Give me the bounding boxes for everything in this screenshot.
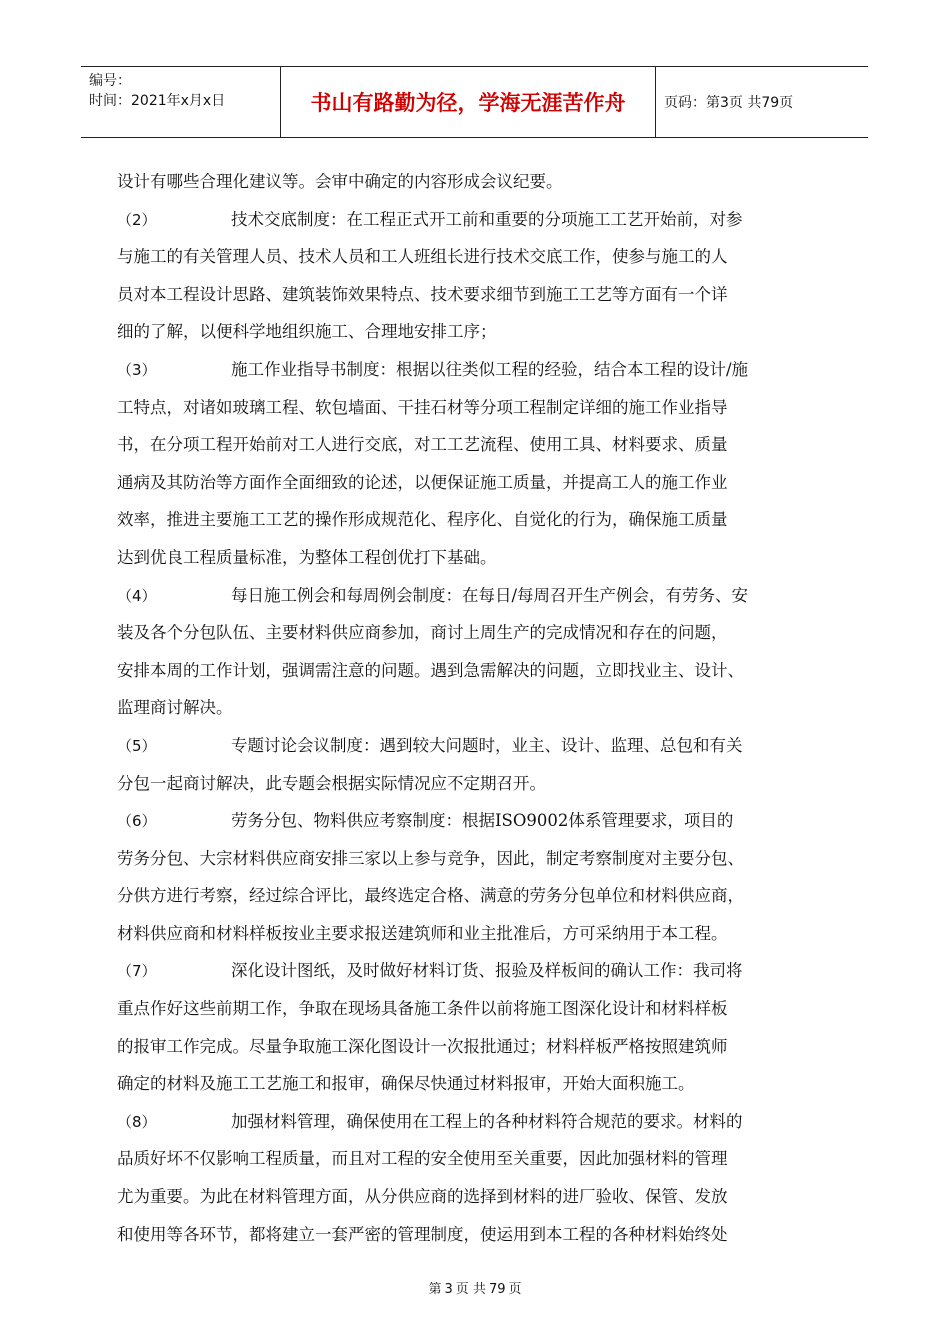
text-line: [117, 990, 837, 1028]
document-body: [117, 163, 837, 1253]
text-line: [117, 501, 837, 539]
line-text: 劳务分包、物料供应考察制度：根据ISO9002体系管理要求，项目的: [231, 811, 734, 831]
footer-prefix: 第: [428, 1282, 442, 1297]
line-text: 劳务分包、大宗材料供应商安排三家以上参与竞争，因此，制定考察制度对主要分包、: [117, 848, 744, 868]
text-line: [117, 689, 837, 727]
document-number: 编号：: [89, 73, 131, 89]
text-line: [117, 426, 837, 464]
line-text: 分供方进行考察，经过综合评比，最终选定合格、满意的劳务分包单位和材料供应商，: [117, 886, 744, 906]
text-line: [117, 1028, 837, 1066]
footer-suffix: 页: [508, 1282, 522, 1297]
text-line: [117, 1178, 837, 1216]
text-line: [117, 238, 837, 276]
line-text: 施工作业指导书制度：根据以往类似工程的经验，结合本工程的设计/施: [231, 359, 749, 379]
paragraph-number: （8）: [117, 1112, 157, 1131]
line-text: 效率，推进主要施工工艺的操作形成规范化、程序化、自觉化的行为，确保施工质量: [117, 510, 728, 530]
line-text: 每日施工例会和每周例会制度：在每日/每周召开生产例会，有劳务、安: [231, 585, 749, 605]
line-text: 尤为重要。为此在材料管理方面，从分供应商的选择到材料的进厂验收、保管、发放: [117, 1187, 728, 1207]
text-line: [117, 1065, 837, 1103]
footer-middle: 页 共: [455, 1282, 486, 1297]
text-line: [117, 201, 837, 239]
line-text: 细的了解，以便科学地组织施工、合理地安排工序；: [117, 322, 497, 342]
paragraph-number: （4）: [117, 586, 157, 605]
line-text: 技术交底制度：在工程正式开工前和重要的分项施工工艺开始前，对参: [231, 209, 743, 229]
line-text: 品质好坏不仅影响工程质量，而且对工程的安全使用至关重要，因此加强材料的管理: [117, 1149, 728, 1169]
text-line: [117, 1216, 837, 1254]
line-text: 装及各个分包队伍、主要材料供应商参加，商讨上周生产的完成情况和存在的问题，: [117, 623, 728, 643]
text-line: [117, 840, 837, 878]
text-line: [117, 539, 837, 577]
text-line: [117, 1103, 837, 1141]
line-text: 通病及其防治等方面作全面细致的论述，以便保证施工质量，并提高工人的施工作业: [117, 472, 728, 492]
paragraph-number: （7）: [117, 962, 157, 981]
text-line: [117, 915, 837, 953]
line-text: 设计有哪些合理化建议等。会审中确定的内容形成会议纪要。: [117, 172, 563, 191]
line-text: 监理商讨解决。: [117, 698, 233, 718]
line-text: 重点作好这些前期工作，争取在现场具备施工条件以前将施工图深化设计和材料样板: [117, 999, 728, 1019]
text-line: [117, 389, 837, 427]
line-text: 达到优良工程质量标准，为整体工程创优打下基础。: [117, 547, 497, 567]
line-text: 专题讨论会议制度：遇到较大问题时，业主、设计、监理、总包和有关: [231, 735, 743, 755]
paragraph-number: （6）: [117, 812, 157, 831]
line-text: 的报审工作完成。尽量争取施工深化图设计一次报批通过；材料样板严格按照建筑师: [117, 1036, 728, 1056]
text-line: [117, 802, 837, 840]
header-meta: [81, 67, 281, 137]
line-text: 工特点，对诸如玻璃工程、软包墙面、干挂石材等分项工程制定详细的施工作业指导: [117, 397, 728, 417]
text-line: [117, 1140, 837, 1178]
paragraph-number: （2）: [117, 210, 157, 229]
text-line: [117, 652, 837, 690]
text-line: [117, 765, 837, 803]
footer-current-page: 3: [444, 1282, 453, 1297]
document-date: 时间：2021年x月x日: [89, 93, 226, 109]
text-line: [117, 952, 837, 990]
text-line: [117, 877, 837, 915]
line-text: 和使用等各环节，都将建立一套严密的管理制度，使运用到本工程的各种材料始终处: [117, 1224, 728, 1244]
line-text: 材料供应商和材料样板按业主要求报送建筑师和业主批准后，方可采纳用于本工程。: [117, 923, 728, 943]
header-page-info: 页码：第3页 共79页: [664, 95, 794, 111]
page-footer: [0, 1278, 950, 1297]
line-text: 分包一起商讨解决，此专题会根据实际情况应不定期召开。: [117, 773, 546, 793]
text-line: [117, 577, 837, 615]
line-text: 员对本工程设计思路、建筑装饰效果特点、技术要求细节到施工工艺等方面有一个详: [117, 284, 728, 304]
page-header: [81, 66, 868, 138]
line-text: 安排本周的工作计划，强调需注意的问题。遇到急需解决的问题，立即找业主、设计、: [117, 660, 744, 680]
text-line: [117, 276, 837, 314]
text-line: [117, 464, 837, 502]
line-text: 与施工的有关管理人员、技术人员和工人班组长进行技术交底工作，使参与施工的人: [117, 247, 728, 267]
paragraph-number: （3）: [117, 360, 157, 379]
text-line: [117, 614, 837, 652]
text-line: [117, 313, 837, 351]
paragraph-number: （5）: [117, 736, 157, 755]
text-line: [117, 163, 837, 201]
line-text: 加强材料管理，确保使用在工程上的各种材料符合规范的要求。材料的: [231, 1111, 743, 1131]
header-motto: 书山有路勤为径，学海无涯苦作舟: [281, 67, 656, 137]
text-line: [117, 727, 837, 765]
text-line: [117, 351, 837, 389]
line-text: 书，在分项工程开始前对工人进行交底，对工工艺流程、使用工具、材料要求、质量: [117, 435, 728, 455]
line-text: 确定的材料及施工工艺施工和报审，确保尽快通过材料报审，开始大面积施工。: [117, 1074, 695, 1094]
line-text: 深化设计图纸，及时做好材料订货、报验及样板间的确认工作：我司将: [231, 961, 743, 981]
footer-total-pages: 79: [488, 1282, 506, 1297]
